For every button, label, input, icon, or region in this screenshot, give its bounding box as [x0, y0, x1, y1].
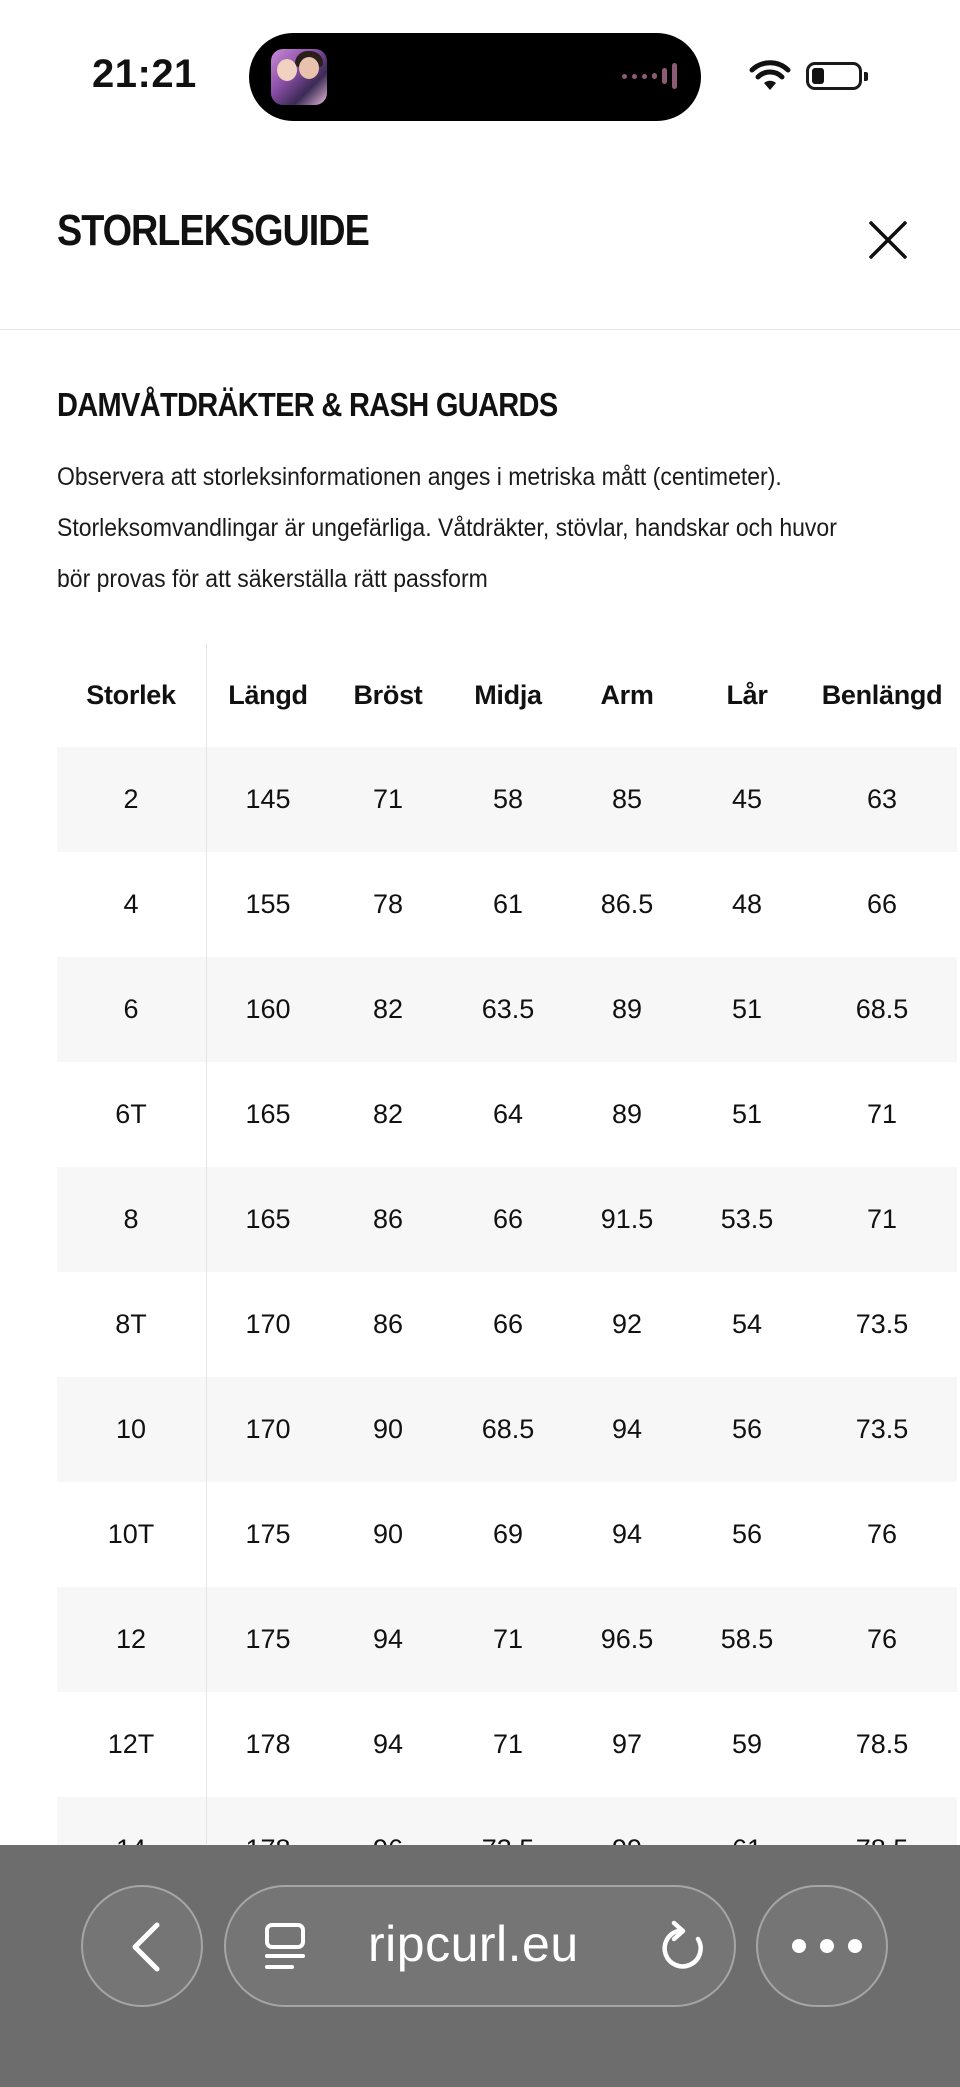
column-separator — [206, 644, 207, 1844]
table-row — [57, 1062, 957, 1167]
size-table[interactable] — [57, 644, 943, 1844]
table-row — [57, 852, 957, 957]
table-cell: 94 — [611, 1519, 643, 1549]
table-row — [57, 747, 957, 852]
section-title: DAMVÅTDRÄKTER & RASH GUARDS — [57, 386, 558, 423]
table-cell: 56 — [731, 1414, 763, 1444]
column-header: Midja — [474, 679, 542, 710]
table-cell: 66 — [492, 1204, 524, 1234]
table-row — [57, 1482, 957, 1587]
table-cell: 58 — [492, 784, 524, 814]
table-cell: 94 — [372, 1729, 404, 1759]
table-cell: 51 — [731, 1099, 763, 1129]
table-cell: 6T — [115, 1099, 147, 1129]
table-row — [57, 1377, 957, 1482]
table-cell: 71 — [492, 1729, 524, 1759]
description-line: bör provas för att säkerställa rätt passform — [57, 565, 488, 593]
battery-icon — [806, 62, 862, 90]
back-button[interactable] — [81, 1885, 203, 2007]
table-cell: 71 — [372, 784, 404, 814]
table-cell: 12T — [107, 1729, 155, 1759]
table-cell: 170 — [245, 1309, 291, 1339]
table-cell: 54 — [731, 1309, 763, 1339]
table-cell: 165 — [245, 1204, 291, 1234]
table-cell: 170 — [245, 1414, 291, 1444]
table-cell: 175 — [245, 1519, 291, 1549]
table-cell: 90 — [372, 1414, 404, 1444]
table-cell: 85 — [611, 784, 643, 814]
section-description — [57, 452, 885, 605]
table-header-row — [57, 644, 957, 746]
table-cell: 89 — [611, 994, 643, 1024]
table-cell: 2 — [123, 784, 139, 814]
table-cell: 58.5 — [720, 1624, 774, 1654]
table-row — [57, 1167, 957, 1272]
reload-icon[interactable] — [656, 1919, 712, 1977]
table-cell: 175 — [245, 1624, 291, 1654]
table-cell: 89 — [611, 1099, 643, 1129]
column-header: Arm — [600, 679, 654, 710]
status-time: 21:21 — [92, 52, 197, 96]
table-cell: 71 — [866, 1204, 898, 1234]
table-cell: 63 — [866, 784, 898, 814]
address-bar[interactable] — [224, 1885, 736, 2007]
table-cell: 63.5 — [481, 994, 535, 1024]
table-cell: 71 — [866, 1099, 898, 1129]
dynamic-island[interactable] — [249, 33, 701, 121]
audio-waveform-icon — [622, 63, 677, 89]
table-cell: 76 — [866, 1624, 898, 1654]
column-header: Bröst — [353, 679, 423, 710]
table-cell: 178 — [245, 1729, 291, 1759]
table-cell: 155 — [245, 889, 291, 919]
close-button[interactable] — [862, 214, 914, 266]
table-cell: 4 — [123, 889, 139, 919]
table-cell: 8T — [115, 1309, 147, 1339]
table-row — [57, 1587, 957, 1692]
header-divider — [0, 329, 960, 330]
table-cell: 73.5 — [855, 1309, 909, 1339]
table-cell: 8 — [123, 1204, 139, 1234]
table-cell: 86 — [372, 1309, 404, 1339]
table-cell: 76 — [866, 1519, 898, 1549]
reader-mode-icon[interactable] — [262, 1921, 312, 1975]
table-cell: 86 — [372, 1204, 404, 1234]
table-row — [57, 1272, 957, 1377]
table-cell: 59 — [731, 1729, 763, 1759]
table-cell: 68.5 — [855, 994, 909, 1024]
table-cell: 97 — [611, 1729, 643, 1759]
table-cell: 69 — [492, 1519, 524, 1549]
table-cell: 91.5 — [600, 1204, 654, 1234]
status-bar — [0, 0, 960, 140]
chevron-left-icon — [119, 1917, 179, 1977]
table-cell: 92 — [611, 1309, 643, 1339]
table-cell: 145 — [245, 784, 291, 814]
table-cell: 45 — [731, 784, 763, 814]
table-cell: 82 — [372, 1099, 404, 1129]
column-header: Lår — [726, 679, 768, 710]
more-button[interactable] — [756, 1885, 888, 2007]
table-row — [57, 957, 957, 1062]
table-cell: 78.5 — [855, 1729, 909, 1759]
description-line: Observera att storleksinformationen anges i metriska mått (centimeter). — [57, 463, 782, 491]
table-row — [57, 1692, 957, 1797]
table-cell: 10T — [107, 1519, 155, 1549]
table-cell: 12 — [115, 1624, 147, 1654]
table-cell: 86.5 — [600, 889, 654, 919]
column-header: Benlängd — [821, 679, 943, 710]
url-text[interactable]: ripcurl.eu — [368, 1916, 579, 1972]
table-cell: 51 — [731, 994, 763, 1024]
table-cell: 68.5 — [481, 1414, 535, 1444]
table-cell: 78 — [372, 889, 404, 919]
table-cell: 48 — [731, 889, 763, 919]
table-cell: 82 — [372, 994, 404, 1024]
wifi-icon — [750, 60, 790, 97]
table-cell: 71 — [492, 1624, 524, 1654]
table-cell: 66 — [866, 889, 898, 919]
table-cell: 56 — [731, 1519, 763, 1549]
table-cell: 10 — [115, 1414, 147, 1444]
column-header: Storlek — [86, 679, 176, 710]
table-cell: 53.5 — [720, 1204, 774, 1234]
close-icon — [862, 214, 914, 266]
browser-toolbar — [0, 1845, 960, 2087]
table-cell: 90 — [372, 1519, 404, 1549]
page-title: STORLEKSGUIDE — [57, 206, 369, 255]
table-cell: 165 — [245, 1099, 291, 1129]
more-dots-icon — [792, 1939, 862, 1953]
table-cell: 94 — [372, 1624, 404, 1654]
table-cell: 96.5 — [600, 1624, 654, 1654]
table-cell: 73.5 — [855, 1414, 909, 1444]
table-cell: 64 — [492, 1099, 524, 1129]
now-playing-artwork — [271, 49, 327, 105]
table-cell: 66 — [492, 1309, 524, 1339]
column-header: Längd — [228, 679, 308, 710]
table-cell: 160 — [245, 994, 291, 1024]
table-cell: 94 — [611, 1414, 643, 1444]
table-cell: 61 — [492, 889, 524, 919]
description-line: Storleksomvandlingar är ungefärliga. Våtdräkter, stövlar, handskar och huvor — [57, 514, 837, 542]
table-cell: 6 — [123, 994, 139, 1024]
